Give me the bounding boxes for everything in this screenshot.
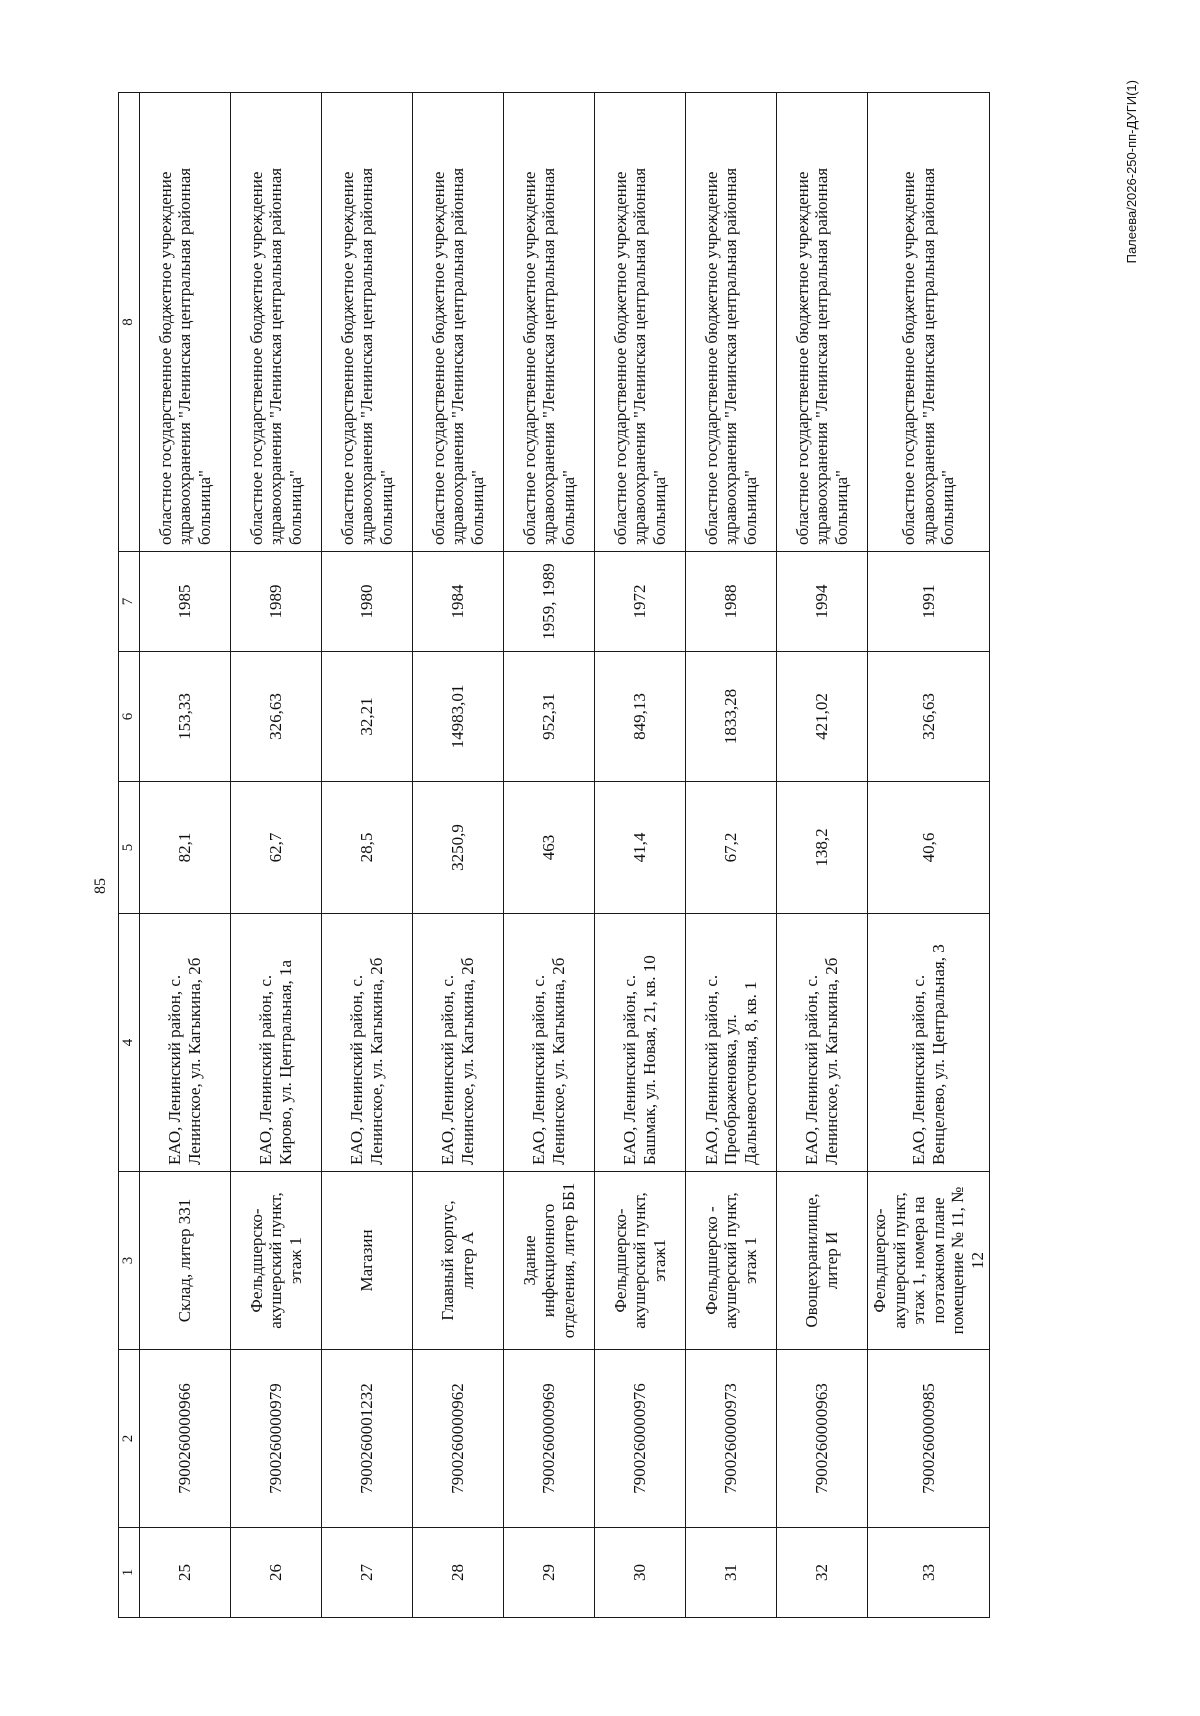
object-name: Склад, литер 331 (140, 1172, 231, 1350)
table-row (686, 93, 777, 1618)
row-number: 27 (322, 1528, 413, 1618)
row-number: 31 (686, 1528, 777, 1618)
object-name: Фельдшерско-акушерский пункт, этаж 1, номера на поэтажном плане помещение № 11, № 12 (868, 1172, 990, 1350)
page-number: 85 (92, 878, 109, 894)
table-body (119, 93, 990, 1618)
object-area: 41,4 (595, 782, 686, 914)
object-name: Фельдшерско - акушерский пункт, этаж 1 (686, 1172, 777, 1350)
column-header: 5 (119, 782, 140, 914)
object-area: 28,5 (322, 782, 413, 914)
build-year: 1984 (413, 552, 504, 652)
holder-organization: областное государственное бюджетное учреждение здравоохранения "Ленинская центральная районная больница" (504, 93, 595, 552)
object-value: 326,63 (868, 652, 990, 782)
holder-organization: областное государственное бюджетное учреждение здравоохранения "Ленинская центральная районная больница" (868, 93, 990, 552)
cadastral-number: 7900260000979 (231, 1350, 322, 1528)
header-row (119, 93, 140, 1618)
cadastral-number: 7900260000969 (504, 1350, 595, 1528)
cadastral-number: 7900260000966 (140, 1350, 231, 1528)
build-year: 1959, 1989 (504, 552, 595, 652)
column-header: 7 (119, 552, 140, 652)
build-year: 1972 (595, 552, 686, 652)
object-name: Фельдшерско-акушерский пункт, этаж 1 (231, 1172, 322, 1350)
object-value: 952,31 (504, 652, 595, 782)
object-area: 40,6 (868, 782, 990, 914)
object-address: ЕАО, Ленинский район, с. Ленинское, ул. Кагыкина, 2б (140, 914, 231, 1172)
property-table (118, 92, 990, 1618)
object-name: Главный корпус, литер А (413, 1172, 504, 1350)
object-address: ЕАО, Ленинский район, с. Башмак, ул. Новая, 21, кв. 10 (595, 914, 686, 1172)
object-name: Здание инфекционного отделения, литер ББ1 (504, 1172, 595, 1350)
table-row (868, 93, 990, 1618)
table-row (777, 93, 868, 1618)
row-number: 30 (595, 1528, 686, 1618)
object-value: 153,33 (140, 652, 231, 782)
cadastral-number: 7900260000985 (868, 1350, 990, 1528)
object-address: ЕАО, Ленинский район, с. Венцелево, ул. Центральная, 3 (868, 914, 990, 1172)
object-name: Овощехранилище, литер И (777, 1172, 868, 1350)
document-reference: Палеева/2026-250-пп-ДУГИ(1) (1124, 80, 1139, 264)
object-area: 138,2 (777, 782, 868, 914)
build-year: 1985 (140, 552, 231, 652)
object-name: Магазин (322, 1172, 413, 1350)
object-name: Фельдшерско-акушерский пункт, этаж1 (595, 1172, 686, 1350)
holder-organization: областное государственное бюджетное учреждение здравоохранения "Ленинская центральная районная больница" (413, 93, 504, 552)
cadastral-number: 7900260000962 (413, 1350, 504, 1528)
column-header: 4 (119, 914, 140, 1172)
cadastral-number: 7900260000976 (595, 1350, 686, 1528)
object-value: 32,21 (322, 652, 413, 782)
object-address: ЕАО, Ленинский район, с. Ленинское, ул. Кагыкина, 2б (777, 914, 868, 1172)
table-row (413, 93, 504, 1618)
object-area: 82,1 (140, 782, 231, 914)
object-value: 1833,28 (686, 652, 777, 782)
object-value: 849,13 (595, 652, 686, 782)
row-number: 32 (777, 1528, 868, 1618)
column-header: 3 (119, 1172, 140, 1350)
row-number: 25 (140, 1528, 231, 1618)
holder-organization: областное государственное бюджетное учреждение здравоохранения "Ленинская центральная районная больница" (322, 93, 413, 552)
row-number: 29 (504, 1528, 595, 1618)
object-value: 421,02 (777, 652, 868, 782)
holder-organization: областное государственное бюджетное учреждение здравоохранения "Ленинская центральная районная больница" (686, 93, 777, 552)
object-area: 3250,9 (413, 782, 504, 914)
build-year: 1989 (231, 552, 322, 652)
object-area: 67,2 (686, 782, 777, 914)
column-header: 6 (119, 652, 140, 782)
build-year: 1994 (777, 552, 868, 652)
build-year: 1980 (322, 552, 413, 652)
object-address: ЕАО, Ленинский район, с. Преображеновка, ул. Дальневосточная, 8, кв. 1 (686, 914, 777, 1172)
holder-organization: областное государственное бюджетное учреждение здравоохранения "Ленинская центральная районная больница" (595, 93, 686, 552)
holder-organization: областное государственное бюджетное учреждение здравоохранения "Ленинская центральная районная больница" (777, 93, 868, 552)
table-row (140, 93, 231, 1618)
table-row (322, 93, 413, 1618)
cadastral-number: 7900260000963 (777, 1350, 868, 1528)
object-area: 62,7 (231, 782, 322, 914)
object-value: 14983,01 (413, 652, 504, 782)
row-number: 26 (231, 1528, 322, 1618)
table-row (231, 93, 322, 1618)
table-row (504, 93, 595, 1618)
column-header: 8 (119, 93, 140, 552)
object-address: ЕАО, Ленинский район, с. Ленинское, ул. Кагыкина, 2б (413, 914, 504, 1172)
build-year: 1988 (686, 552, 777, 652)
table-row (595, 93, 686, 1618)
object-value: 326,63 (231, 652, 322, 782)
object-area: 463 (504, 782, 595, 914)
column-header: 2 (119, 1350, 140, 1528)
cadastral-number: 7900260000973 (686, 1350, 777, 1528)
row-number: 33 (868, 1528, 990, 1618)
object-address: ЕАО, Ленинский район, с. Ленинское, ул. Кагыкина, 2б (322, 914, 413, 1172)
object-address: ЕАО, Ленинский район, с. Кирово, ул. Центральная, 1а (231, 914, 322, 1172)
build-year: 1991 (868, 552, 990, 652)
holder-organization: областное государственное бюджетное учреждение здравоохранения "Ленинская центральная районная больница" (140, 93, 231, 552)
row-number: 28 (413, 1528, 504, 1618)
cadastral-number: 7900260001232 (322, 1350, 413, 1528)
object-address: ЕАО, Ленинский район, с. Ленинское, ул. Кагыкина, 2б (504, 914, 595, 1172)
holder-organization: областное государственное бюджетное учреждение здравоохранения "Ленинская центральная районная больница" (231, 93, 322, 552)
column-header: 1 (119, 1528, 140, 1618)
